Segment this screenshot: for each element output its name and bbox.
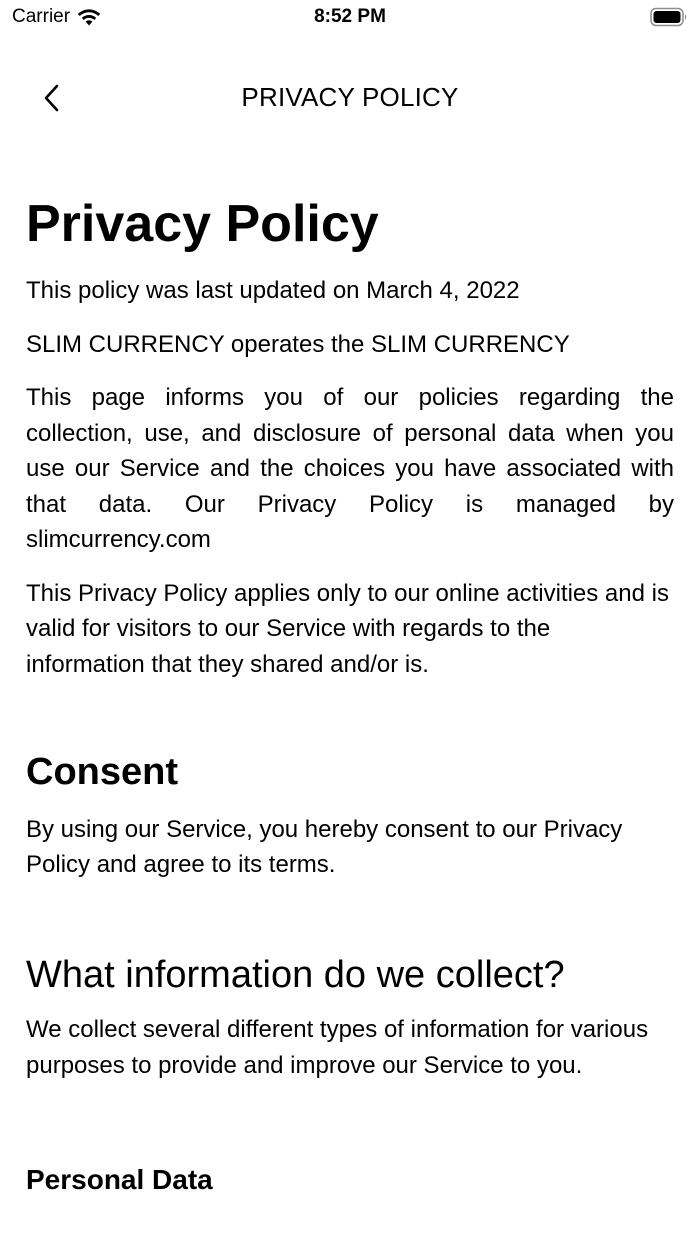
carrier-label: Carrier <box>12 6 71 27</box>
status-time: 8:52 PM <box>314 6 386 27</box>
intro-paragraph: This page informs you of our policies regarding the collection, use, and disclosure of personal data when you use our Service and the choices you have associated with that data. Our Privacy Policy is managed by slimcurrency.com <box>26 384 674 554</box>
collect-heading: What information do we collect? <box>26 953 565 996</box>
nav-title: PRIVACY POLICY <box>241 82 459 112</box>
policy-content <box>26 196 674 1197</box>
collect-paragraph: We collect several different types of information for various purposes to provide and improve our Service to you. <box>26 1016 649 1079</box>
consent-heading: Consent <box>26 751 178 794</box>
last-updated-text: This policy was last updated on March 4, 2022 <box>26 277 520 305</box>
personal-data-heading: Personal Data <box>26 1164 213 1196</box>
document-title: Privacy Policy <box>26 195 379 253</box>
nav-bar <box>0 62 700 134</box>
consent-paragraph: By using our Service, you hereby consent to our Privacy Policy and agree to its terms. <box>26 815 623 879</box>
scope-paragraph: This Privacy Policy applies only to our online activities and is valid for visitors to our Service with regards to the information that they shared and/or is. <box>26 579 669 678</box>
status-bar <box>0 0 700 36</box>
operator-text: SLIM CURRENCY operates the SLIM CURRENCY <box>26 330 570 358</box>
battery-icon <box>650 7 688 27</box>
